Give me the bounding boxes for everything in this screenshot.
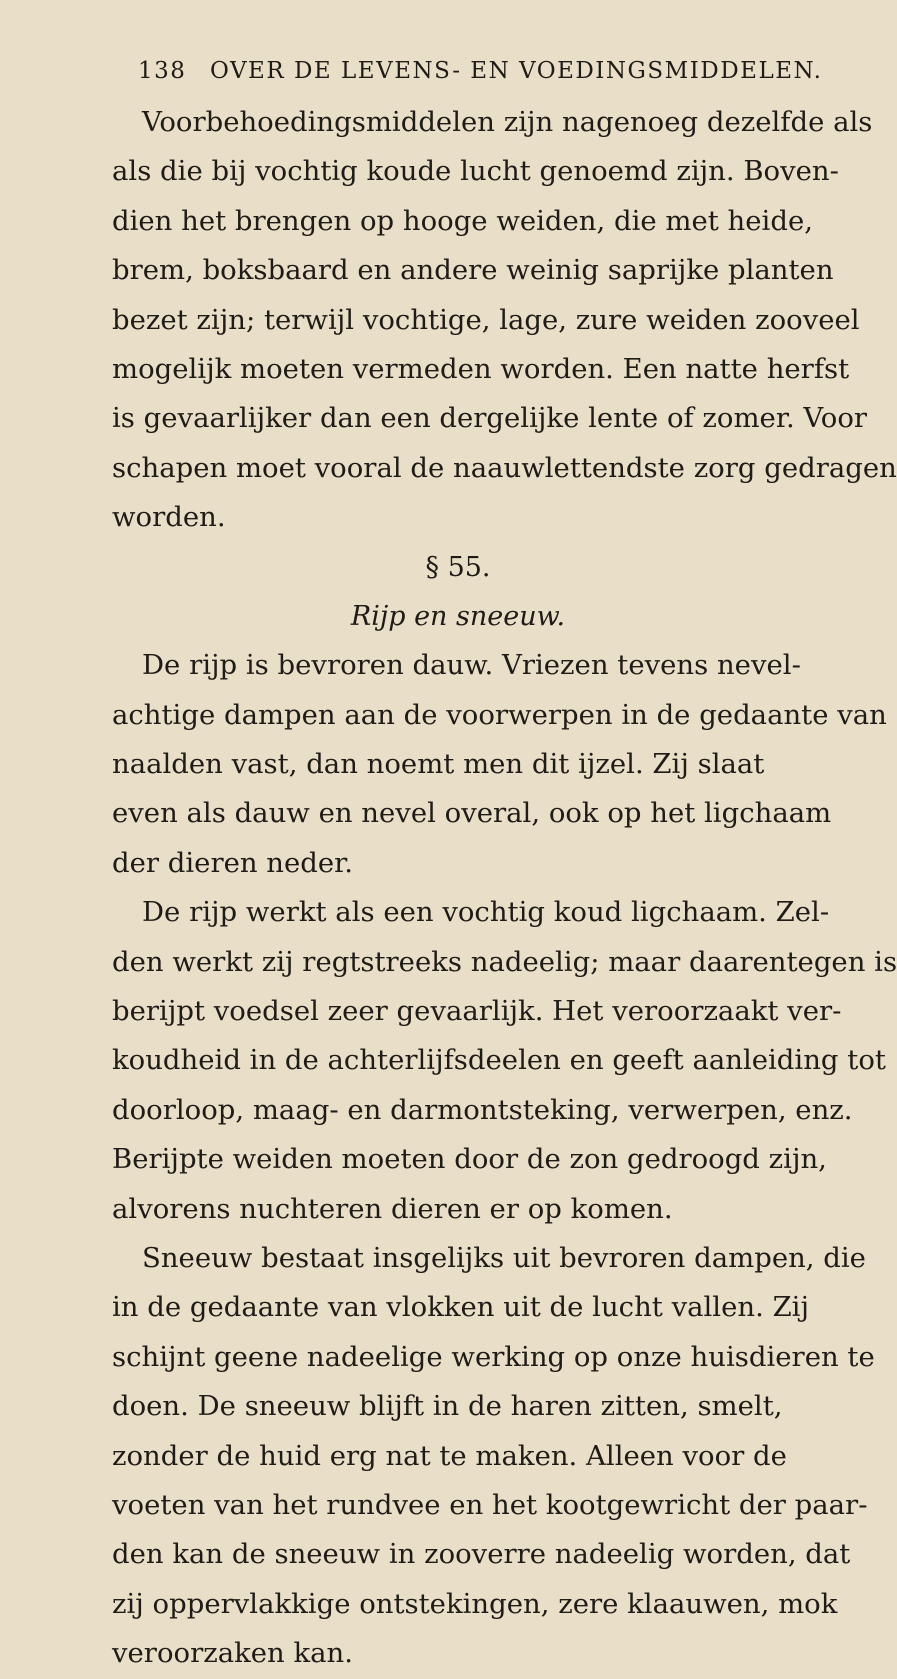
text-line: zij oppervlakkige ontstekingen, zere klaauwen, mok (112, 1587, 838, 1620)
page-body (112, 98, 897, 1679)
text-line: De rijp werkt als een vochtig koud ligchaam. Zel- (142, 896, 830, 929)
text-line: zonder de huid erg nat te maken. Alleen voor de (112, 1439, 787, 1472)
text-line: der dieren neder. (112, 846, 354, 879)
text-line: worden. (112, 501, 226, 534)
text-line: naalden vast, dan noemt men dit ijzel. Zij slaat (112, 748, 765, 781)
text-line: schapen moet vooral de naauwlettendste zorg gedragen (112, 451, 897, 484)
paragraph (112, 888, 897, 1234)
text-line: alvorens nuchteren dieren er op komen. (112, 1192, 673, 1225)
text-line: Sneeuw bestaat insgelijks uit bevroren dampen, die (142, 1241, 866, 1274)
text-line: in de gedaante van vlokken uit de lucht vallen. Zij (112, 1291, 809, 1324)
text-line: voeten van het rundvee en het kootgewricht der paar- (112, 1488, 868, 1521)
text-line: als die bij vochtig koude lucht genoemd zijn. Boven- (112, 155, 839, 188)
text-line: De rijp is bevroren dauw. Vriezen tevens nevel- (142, 649, 801, 682)
text-line: koudheid in de achterlijfsdeelen en geeft aanleiding tot (112, 1044, 886, 1077)
text-line: berijpt voedsel zeer gevaarlijk. Het veroorzaakt ver- (112, 995, 842, 1028)
text-line: schijnt geene nadeelige werking op onze huisdieren te (112, 1340, 875, 1373)
text-line: even als dauw en nevel overal, ook op het ligchaam (112, 797, 832, 830)
text-line: den werkt zij regtstreeks nadeelig; maar daarentegen is (112, 945, 897, 978)
text-line: doorloop, maag- en darmontsteking, verwerpen, enz. (112, 1093, 853, 1126)
paragraph (112, 641, 887, 888)
text-line: is gevaarlijker dan een dergelijke lente of zomer. Voor (112, 402, 868, 435)
section-number: § 55. (425, 551, 491, 583)
text-line: den kan de sneeuw in zooverre nadeelig worden, dat (112, 1538, 851, 1571)
running-title: OVER DE LEVENS- EN VOEDINGSMIDDELEN. (210, 58, 823, 84)
section-title: Rijp en sneeuw. (350, 600, 566, 632)
text-line: bezet zijn; terwijl vochtige, lage, zure weiden zooveel (112, 303, 860, 336)
text-line: brem, boksbaard en andere weinig saprijke planten (112, 254, 834, 287)
running-head (138, 58, 823, 98)
paragraph (112, 98, 897, 543)
paragraph (112, 1234, 875, 1679)
text-line: doen. De sneeuw blijft in de haren zitten, smelt, (112, 1390, 783, 1423)
text-line: achtige dampen aan de voorwerpen in de gedaante van (112, 698, 887, 731)
text-line: Voorbehoedingsmiddelen zijn nagenoeg dezelfde als (142, 106, 873, 138)
text-line: dien het brengen op hooge weiden, die met heide, (112, 204, 813, 237)
text-line: Berijpte weiden moeten door de zon gedroogd zijn, (112, 1143, 827, 1176)
page-number: 138 (138, 58, 187, 84)
text-line: mogelijk moeten vermeden worden. Een natte herfst (112, 352, 850, 385)
text-line: veroorzaken kan. (112, 1637, 354, 1670)
